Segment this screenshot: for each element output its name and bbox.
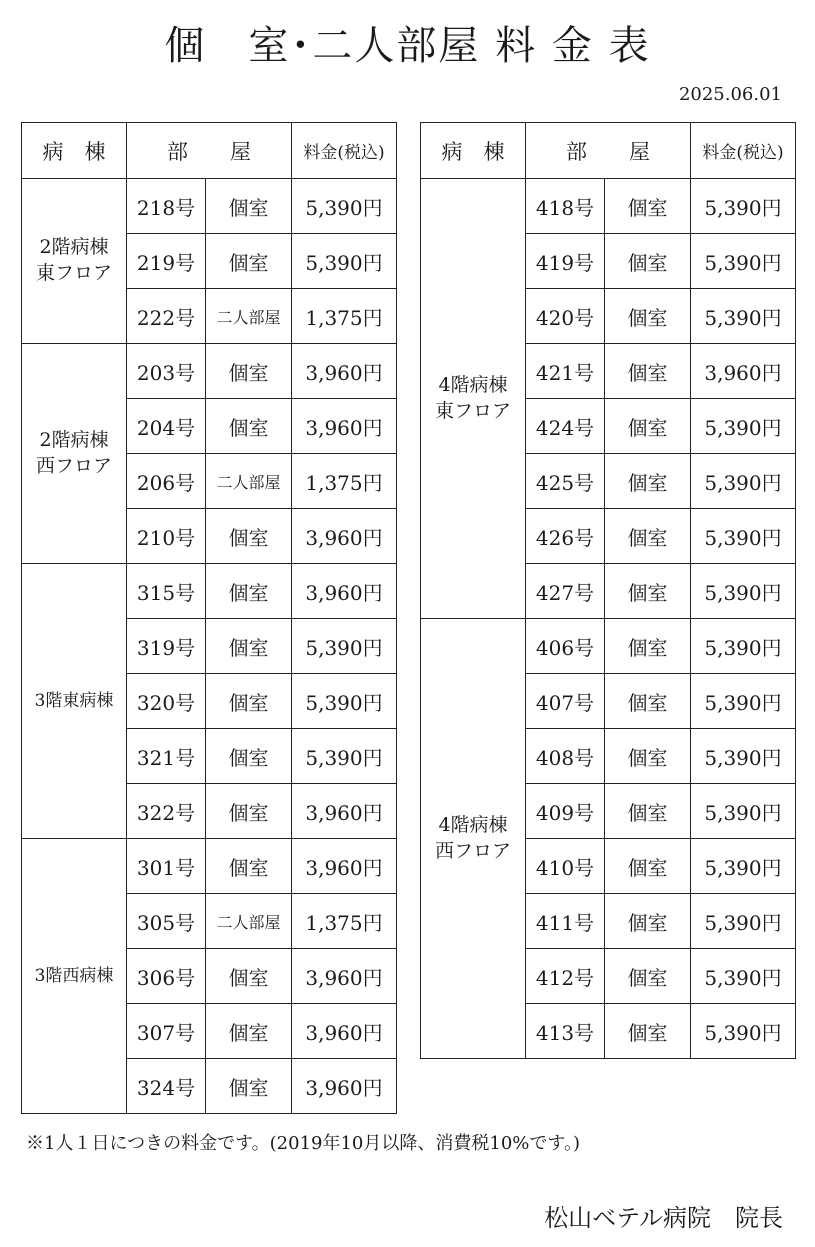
- room-number-cell: 324号: [127, 1059, 206, 1114]
- ward-cell: [22, 839, 127, 1114]
- room-number-cell: 219号: [127, 234, 206, 289]
- room-number-cell: 206号: [127, 454, 206, 509]
- room-number-cell: 424号: [526, 399, 605, 454]
- room-number-cell: 413号: [526, 1004, 605, 1059]
- room-number-cell: 425号: [526, 454, 605, 509]
- ward-label-line: 2階病棟: [39, 236, 109, 259]
- table-header-row: [22, 123, 397, 179]
- fee-cell: 3,960円: [691, 344, 796, 399]
- room-number-cell: 307号: [127, 1004, 206, 1059]
- fee-cell: 3,960円: [292, 839, 397, 894]
- ward-label-line: 4階病棟: [438, 813, 508, 836]
- room-type-cell: 個室: [206, 949, 292, 1004]
- table-row: [22, 839, 397, 894]
- room-number-cell: 305号: [127, 894, 206, 949]
- ward-cell: [22, 179, 127, 344]
- signature: 松山ベテル病院 院長: [544, 1204, 783, 1232]
- footnote: ※1人１日につきの料金です。(2019年10月以降、消費税10%です。): [26, 1133, 580, 1154]
- room-type-cell: 個室: [206, 344, 292, 399]
- room-number-cell: 411号: [526, 894, 605, 949]
- ward-label-line: 3階東病棟: [34, 690, 114, 711]
- room-type-cell: 個室: [605, 399, 691, 454]
- fee-cell: 3,960円: [292, 1059, 397, 1114]
- room-type-cell: 個室: [605, 344, 691, 399]
- issue-date: 2025.06.01: [678, 84, 782, 105]
- room-type-cell: 個室: [206, 234, 292, 289]
- ward-header: 病 棟: [421, 123, 526, 179]
- room-number-cell: 301号: [127, 839, 206, 894]
- table-row: [22, 344, 397, 399]
- ward-label-line: 3階西病棟: [34, 965, 114, 986]
- fee-cell: 5,390円: [292, 619, 397, 674]
- ward-cell: [22, 564, 127, 839]
- room-number-cell: 320号: [127, 674, 206, 729]
- room-type-cell: 個室: [605, 234, 691, 289]
- fee-cell: 1,375円: [292, 289, 397, 344]
- room-number-cell: 421号: [526, 344, 605, 399]
- fee-cell: 3,960円: [292, 344, 397, 399]
- room-number-cell: 427号: [526, 564, 605, 619]
- page-title: 個 室･二人部屋 料 金 表: [164, 23, 651, 69]
- fee-cell: 3,960円: [292, 509, 397, 564]
- room-type-cell: 個室: [605, 839, 691, 894]
- fee-cell: 5,390円: [691, 1004, 796, 1059]
- fee-header: 料金(税込): [691, 123, 796, 179]
- fee-cell: 3,960円: [292, 784, 397, 839]
- ward-label-line: 2階病棟: [39, 428, 109, 451]
- room-number-cell: 426号: [526, 509, 605, 564]
- fee-header: 料金(税込): [292, 123, 397, 179]
- ward-label-line: 西フロア: [434, 839, 511, 862]
- room-number-cell: 306号: [127, 949, 206, 1004]
- fee-cell: 5,390円: [691, 949, 796, 1004]
- fee-cell: 3,960円: [292, 949, 397, 1004]
- room-number-cell: 418号: [526, 179, 605, 234]
- room-type-cell: 個室: [605, 509, 691, 564]
- room-number-cell: 203号: [127, 344, 206, 399]
- room-type-cell: 個室: [605, 619, 691, 674]
- room-header: 部 屋: [127, 123, 292, 179]
- room-type-cell: 個室: [605, 179, 691, 234]
- room-number-cell: 321号: [127, 729, 206, 784]
- fee-cell: 5,390円: [691, 509, 796, 564]
- fee-cell: 1,375円: [292, 894, 397, 949]
- fee-cell: 5,390円: [691, 839, 796, 894]
- room-number-cell: 210号: [127, 509, 206, 564]
- ward-cell: [22, 344, 127, 564]
- table-row: [421, 619, 796, 674]
- ward-header: 病 棟: [22, 123, 127, 179]
- fee-cell: 3,960円: [292, 564, 397, 619]
- ward-cell: [421, 179, 526, 619]
- table-row: [22, 179, 397, 234]
- room-type-cell: 個室: [206, 399, 292, 454]
- room-type-cell: 個室: [206, 564, 292, 619]
- room-number-cell: 406号: [526, 619, 605, 674]
- fee-cell: 1,375円: [292, 454, 397, 509]
- table-row: [22, 564, 397, 619]
- fee-cell: 5,390円: [691, 454, 796, 509]
- fee-cell: 5,390円: [691, 619, 796, 674]
- room-number-cell: 410号: [526, 839, 605, 894]
- room-number-cell: 407号: [526, 674, 605, 729]
- fee-cell: 5,390円: [691, 179, 796, 234]
- room-type-cell: 個室: [206, 619, 292, 674]
- fee-cell: 3,960円: [292, 399, 397, 454]
- room-type-cell: 個室: [605, 784, 691, 839]
- room-type-cell: 個室: [605, 454, 691, 509]
- fee-cell: 5,390円: [691, 729, 796, 784]
- room-number-cell: 319号: [127, 619, 206, 674]
- fee-cell: 5,390円: [691, 784, 796, 839]
- ward-label-line: 東フロア: [35, 262, 112, 284]
- fee-cell: 5,390円: [691, 289, 796, 344]
- fee-cell: 5,390円: [292, 729, 397, 784]
- room-type-cell: 二人部屋: [206, 289, 292, 344]
- room-type-cell: 個室: [605, 949, 691, 1004]
- fee-cell: 5,390円: [691, 564, 796, 619]
- room-type-cell: 個室: [206, 729, 292, 784]
- table-row: [421, 179, 796, 234]
- room-type-cell: 個室: [605, 674, 691, 729]
- ward-label-line: 4階病棟: [438, 373, 508, 396]
- fee-cell: 5,390円: [292, 674, 397, 729]
- room-type-cell: 個室: [605, 1004, 691, 1059]
- room-type-cell: 個室: [206, 674, 292, 729]
- room-number-cell: 409号: [526, 784, 605, 839]
- room-type-cell: 個室: [206, 784, 292, 839]
- room-type-cell: 個室: [206, 179, 292, 234]
- room-type-cell: 個室: [605, 564, 691, 619]
- fee-cell: 3,960円: [292, 1004, 397, 1059]
- ward-label-line: 東フロア: [434, 399, 511, 422]
- room-type-cell: 個室: [206, 1004, 292, 1059]
- room-number-cell: 218号: [127, 179, 206, 234]
- fee-cell: 5,390円: [292, 234, 397, 289]
- fee-table-right: [420, 122, 796, 1059]
- room-type-cell: 個室: [206, 839, 292, 894]
- fee-cell: 5,390円: [292, 179, 397, 234]
- room-number-cell: 420号: [526, 289, 605, 344]
- fee-table-left: [21, 122, 397, 1114]
- room-number-cell: 222号: [127, 289, 206, 344]
- room-type-cell: 二人部屋: [206, 454, 292, 509]
- room-type-cell: 個室: [605, 289, 691, 344]
- room-header: 部 屋: [526, 123, 691, 179]
- room-number-cell: 204号: [127, 399, 206, 454]
- fee-cell: 5,390円: [691, 399, 796, 454]
- room-type-cell: 個室: [605, 894, 691, 949]
- room-number-cell: 419号: [526, 234, 605, 289]
- room-type-cell: 二人部屋: [206, 894, 292, 949]
- fee-cell: 5,390円: [691, 894, 796, 949]
- fee-cell: 5,390円: [691, 234, 796, 289]
- room-type-cell: 個室: [206, 1059, 292, 1114]
- room-number-cell: 408号: [526, 729, 605, 784]
- fee-cell: 5,390円: [691, 674, 796, 729]
- ward-label-line: 西フロア: [35, 454, 112, 477]
- room-type-cell: 個室: [206, 509, 292, 564]
- room-number-cell: 315号: [127, 564, 206, 619]
- room-number-cell: 322号: [127, 784, 206, 839]
- table-header-row: [421, 123, 796, 179]
- ward-cell: [421, 619, 526, 1059]
- room-number-cell: 412号: [526, 949, 605, 1004]
- room-type-cell: 個室: [605, 729, 691, 784]
